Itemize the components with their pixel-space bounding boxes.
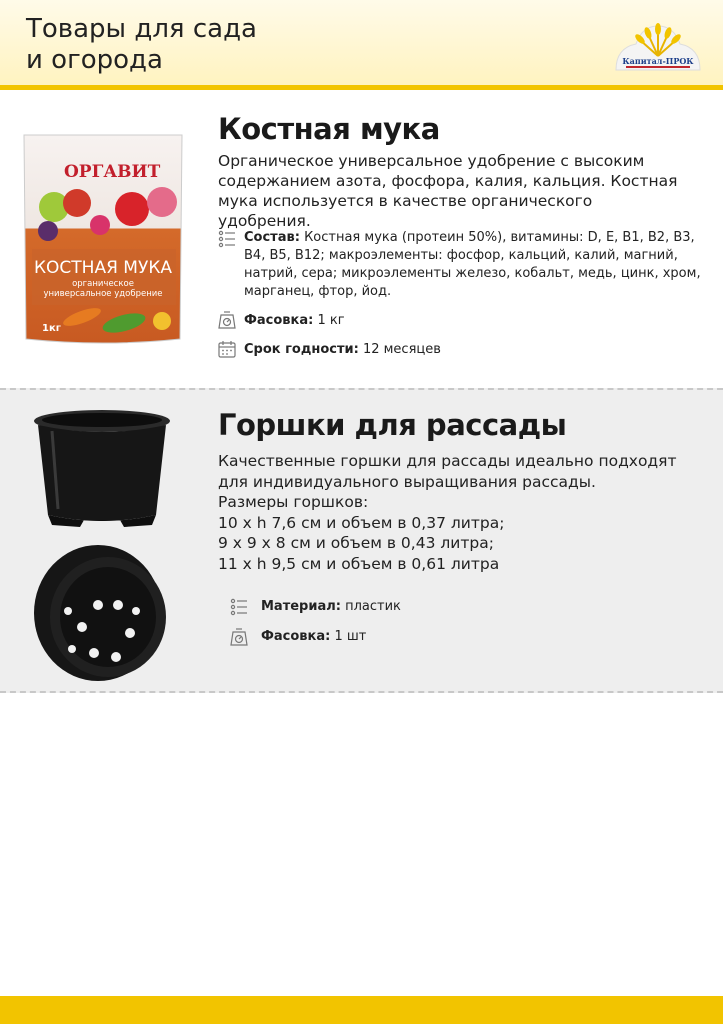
packing-value-2: 1 шт [334, 629, 367, 644]
logo-text: Капитал-ПРОК [622, 56, 694, 66]
material-value: пластик [345, 599, 401, 614]
shelf-life-attribute [244, 341, 441, 359]
package-weight: 1кг [42, 323, 61, 334]
page-title-line1: Товары для сада [26, 14, 257, 44]
packing-label-2: Фасовка: [261, 629, 331, 644]
package-subtitle-1: органическое [72, 279, 134, 289]
page-title [26, 14, 257, 76]
product1-description: Органическое универсальное удобрение с высоким содержанием азота, фосфора, калия, кальция. Костная мука используется в качестве органического удобрения. [218, 152, 678, 230]
page-title-line2: и огорода [26, 45, 163, 75]
package-brand: ОРГАВИТ [64, 162, 161, 182]
product2-description-line: для индивидуального выращивания рассады. [218, 472, 596, 491]
packing-label: Фасовка: [244, 313, 314, 328]
page-footer-bar [0, 996, 723, 1024]
product2-description-line: Размеры горшков: [218, 493, 369, 511]
product2-description-line: 10 х h 7,6 см и объем в 0,37 литра; [218, 513, 505, 532]
material-attribute [261, 598, 401, 616]
shelf-life-label: Срок годности: [244, 342, 359, 357]
product2-description-line: 9 х 9 х 8 см и объем в 0,43 литра; [218, 534, 494, 552]
page-header [0, 0, 723, 90]
packing-attribute [244, 312, 345, 330]
product2-description-line: 11 х h 9,5 см и объем в 0,61 литра [218, 554, 500, 573]
product2-description [218, 451, 698, 574]
shelf-life-value: 12 месяцев [362, 342, 441, 357]
scale-icon [218, 311, 236, 329]
company-logo [612, 16, 704, 72]
composition-value: Костная мука (протеин 50%), витамины: D, E, B1, B2, B3, B4, B5, B12; макроэлементы: фосфор, кальций, калий, магний, натрий, сера; микроэлементы железо, кобальт, медь, цинк, хром, марганец, фтор, йод. [244, 230, 701, 299]
product1-title: Костная мука [218, 112, 440, 146]
bone-meal-package-image [14, 127, 192, 347]
list-icon [218, 230, 236, 248]
seedling-pots-image [32, 405, 172, 685]
product2-title: Горшки для рассады [218, 408, 567, 442]
package-title: КОСТНАЯ МУКА [33, 258, 173, 278]
package-subtitle-2: универсальное удобрение [43, 289, 163, 299]
product2-description-line: Качественные горшки для рассады идеально подходят [218, 452, 677, 470]
packing-value: 1 кг [317, 313, 345, 328]
composition-attribute [244, 229, 714, 301]
packing-attribute-2 [261, 628, 366, 646]
composition-label: Состав: [244, 230, 300, 245]
calendar-icon [218, 340, 236, 358]
list-icon [230, 598, 248, 616]
scale-icon [230, 628, 248, 646]
material-label: Материал: [261, 599, 341, 614]
